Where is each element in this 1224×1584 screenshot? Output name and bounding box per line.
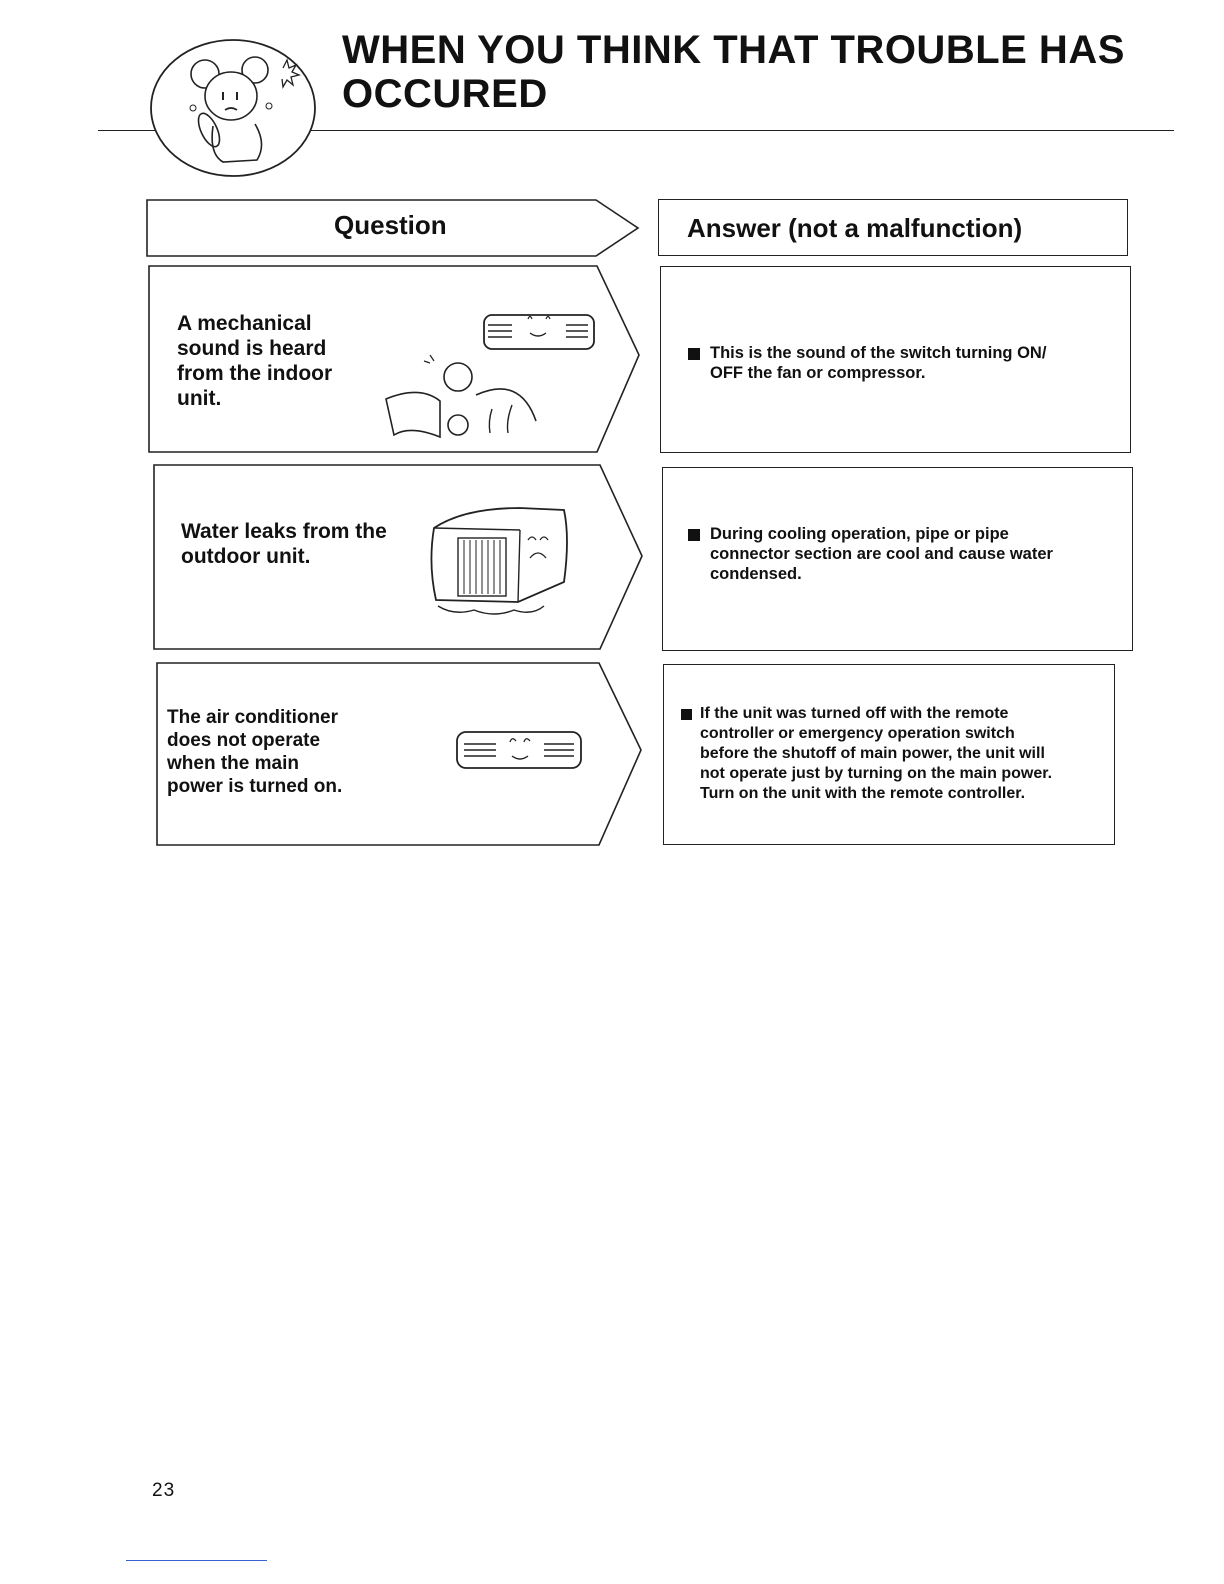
bullet-icon xyxy=(688,529,700,541)
question-header: Question xyxy=(334,210,447,240)
indoor-unit-sleeper-icon xyxy=(380,305,600,445)
page-number: 23 xyxy=(152,1480,176,1501)
answer-item-2 xyxy=(688,524,1053,584)
question-text-1: A mechanical sound is heard from the indoor unit. xyxy=(177,312,333,410)
leaking-outdoor-unit-icon xyxy=(424,498,584,623)
bullet-icon xyxy=(688,348,700,360)
page-title-line-2: OCCURED xyxy=(342,72,548,116)
answer-text-3: If the unit was turned off with the remote controller or emergency operation switch before the shutoff of main power, the unit will not operate just by turning on the main power. Turn on the unit with the remote controller. xyxy=(700,705,1053,802)
question-text-2: Water leaks from the outdoor unit. xyxy=(181,520,387,568)
answer-text-2: During cooling operation, pipe or pipe connector section are cool and cause water condensed. xyxy=(710,525,1053,583)
answer-item-3 xyxy=(681,704,1052,804)
answer-item-1 xyxy=(688,343,1046,383)
worried-mascot-icon xyxy=(143,34,323,184)
answer-header: Answer (not a malfunction) xyxy=(687,213,1023,243)
question-text-3: The air conditioner does not operate when the main power is turned on. xyxy=(167,707,343,797)
footer-link-underline xyxy=(126,1560,267,1561)
indoor-unit-icon xyxy=(454,728,584,774)
answer-text-1: This is the sound of the switch turning ON/ OFF the fan or compressor. xyxy=(710,344,1047,382)
page-title-line-1: WHEN YOU THINK THAT TROUBLE HAS xyxy=(342,28,1125,72)
bullet-icon xyxy=(681,709,692,720)
